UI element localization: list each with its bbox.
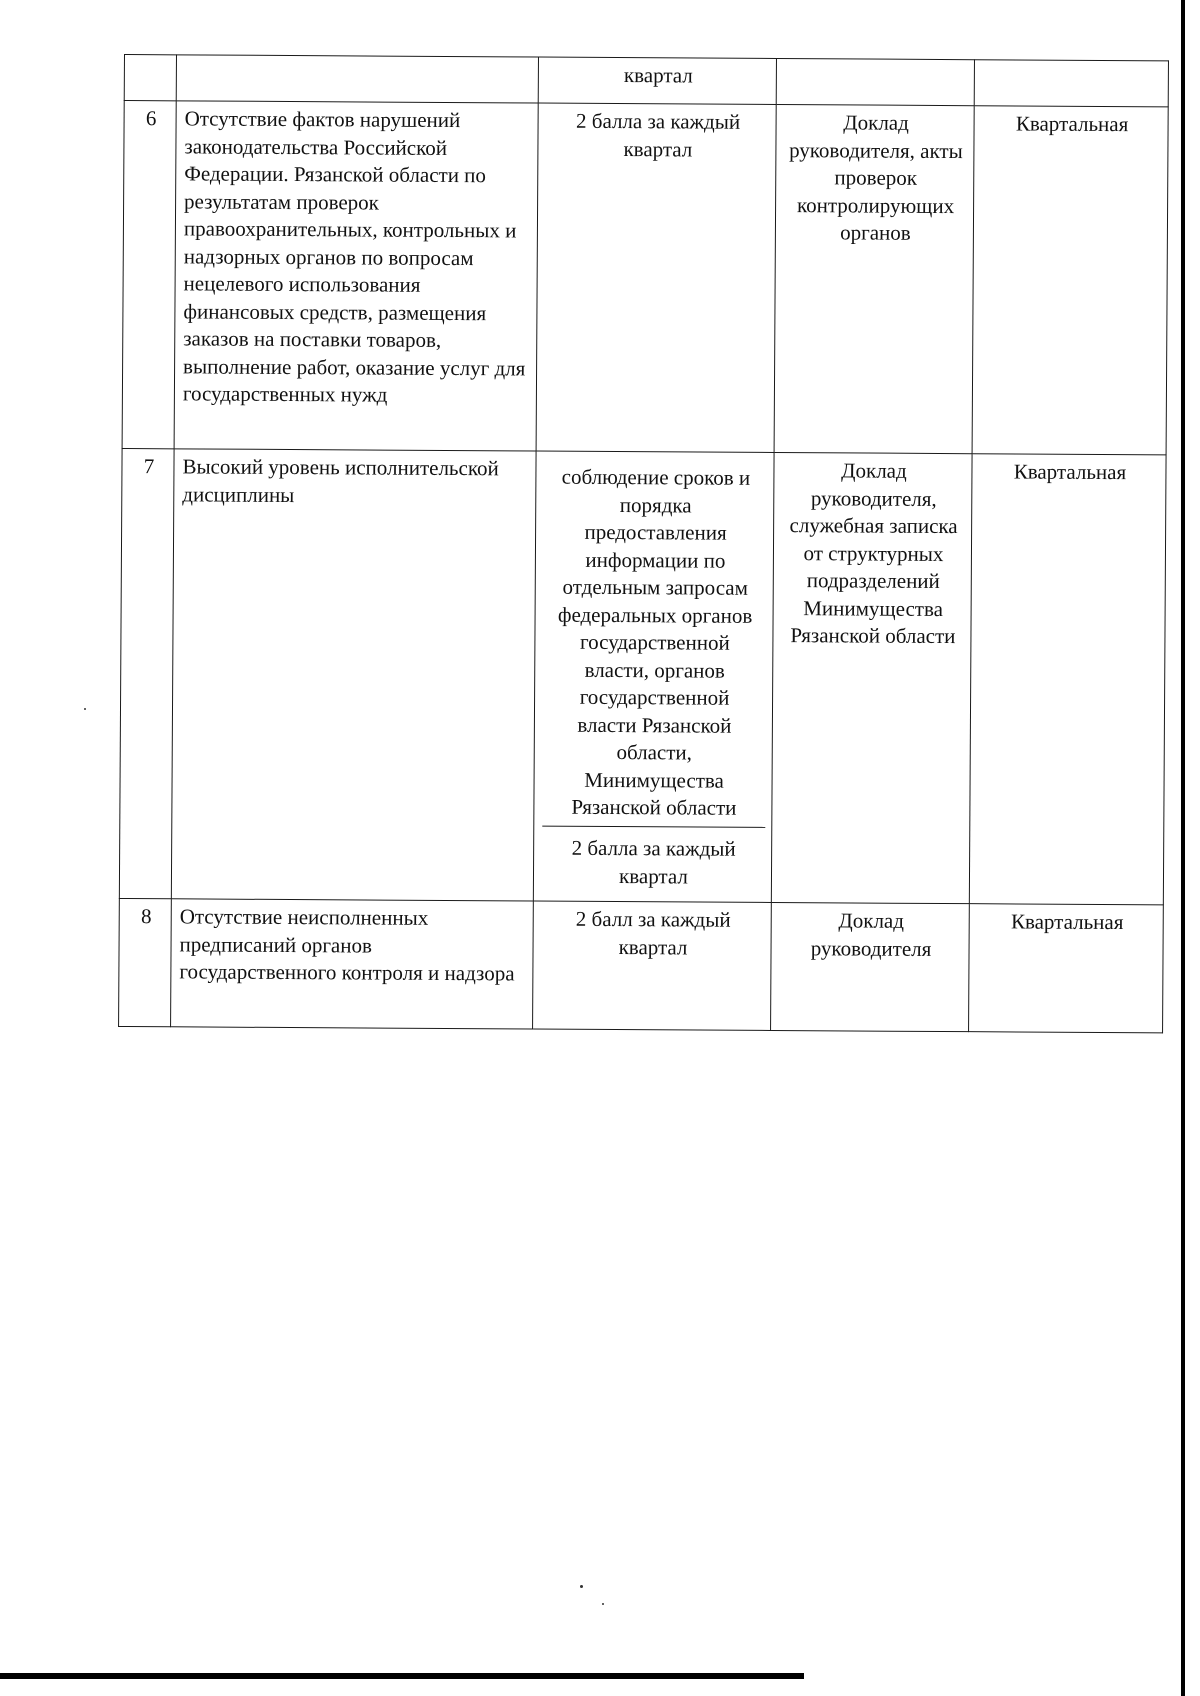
- table-row-8: [119, 898, 1164, 1032]
- cell-num: [124, 55, 176, 101]
- cell-period: [974, 60, 1168, 107]
- evaluation-criteria-table: [118, 54, 1169, 1033]
- scan-edge-right: [1181, 0, 1185, 1696]
- scan-speck: [84, 708, 86, 710]
- cell-source: Доклад руководителя, служебная записка от структурных подразделений Минимущества Рязанской области: [771, 452, 972, 903]
- cell-num: 7: [119, 448, 174, 898]
- scan-edge-bottom: [0, 1673, 804, 1679]
- criteria-points: 2 балла за каждый квартал: [542, 826, 765, 897]
- cell-criteria: 2 балл за каждый квартал: [533, 901, 772, 1030]
- cell-indicator: Отсутствие неисполненных предписаний органов государственного контроля и надзора: [171, 899, 534, 1029]
- cell-criteria: 2 балла за каждый квартал: [536, 103, 776, 452]
- cell-num: 8: [119, 898, 172, 1026]
- scan-speck: [602, 1603, 604, 1605]
- scan-speck: [580, 1585, 583, 1588]
- table-row-continuation: [124, 55, 1168, 107]
- cell-num: 6: [122, 101, 176, 449]
- cell-criteria: квартал: [538, 57, 776, 104]
- cell-period: Квартальная: [972, 106, 1168, 455]
- criteria-condition: соблюдение сроков и порядка предоставления информации по отдельным запросам федеральных органов государственной власти, органов государственной власти Рязанской области, Минимущества Рязанской области: [557, 464, 753, 820]
- cell-period: Квартальная: [969, 454, 1166, 905]
- cell-source: [776, 58, 974, 105]
- cell-indicator: Высокий уровень исполнительской дисциплины: [171, 449, 536, 901]
- cell-criteria: [533, 451, 774, 902]
- table-row-6: [122, 101, 1168, 455]
- cell-indicator: [176, 55, 538, 103]
- cell-source: Доклад руководителя, акты проверок контролирующих органов: [774, 104, 974, 453]
- cell-indicator: Отсутствие фактов нарушений законодательства Российской Федерации. Рязанской области по результатам проверок правоохранительных, контрольных и надзорных органов по вопросам нецелевого использования финансовых средств, размещения заказов на поставки товаров, выполнение работ, оказание услуг для государственных нужд: [174, 101, 538, 451]
- cell-source: Доклад руководителя: [771, 902, 970, 1031]
- table-row-7: [119, 448, 1166, 904]
- cell-period: Квартальная: [969, 904, 1164, 1033]
